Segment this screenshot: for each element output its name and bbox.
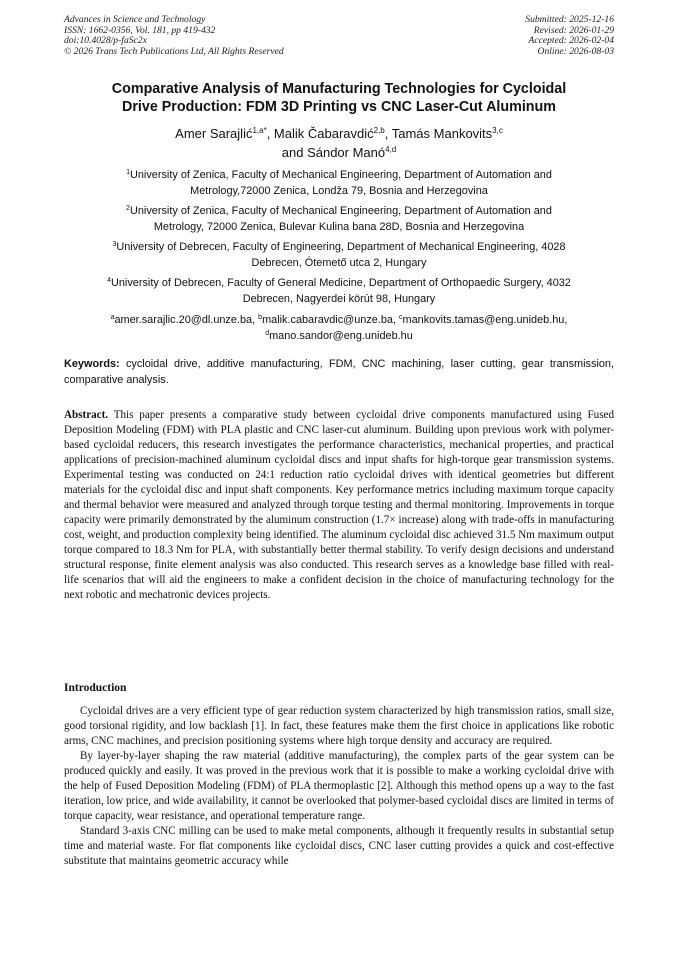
author-list: Amer Sarajlić$^{1,a*}$, Malik Čabaravdić$^{2,b}$, Tamás Mankovits$^{3,c}$ and Sándor Manó$^{4,d}$ [175, 126, 503, 160]
title-line-1: Comparative Analysis of Manufacturing Technologies for Cycloidal [111, 81, 567, 97]
dates-header [525, 15, 614, 57]
keywords-section [64, 357, 614, 388]
date-accepted: Accepted: 2026-02-04 [528, 35, 614, 47]
affiliation-2 [64, 204, 614, 235]
abstract-label: Abstract. [64, 409, 109, 421]
affiliation-line: Metrology, 72000 Zenica, Bulevar Kulina bana 28D, Bosnia and Herzegovina [153, 220, 525, 233]
affiliation-line: University of Zenica, Faculty of Mechanical Engineering, Department of Automation and [129, 169, 552, 181]
affiliation-number: 3 [112, 241, 117, 248]
email-link-b[interactable]: malik.cabaravdic@unze.ba [262, 314, 393, 326]
email-link-c[interactable]: mankovits.tamas@eng.unideb.hu [402, 314, 565, 326]
affiliation-number: 4 [107, 277, 112, 284]
author-name: Tamás Mankovits [391, 126, 493, 141]
journal-doi[interactable]: doi:10.4028/p-faSc2x [64, 35, 147, 47]
journal-header [64, 15, 284, 57]
date-online: Online: 2026-08-03 [537, 45, 614, 57]
author-superscript: 1,a* [252, 126, 267, 135]
author-conjunction: and [281, 145, 304, 160]
affiliation-line: Debrecen, Nagyerdei körút 98, Hungary [242, 292, 436, 305]
affiliation-line: University of Zenica, Faculty of Mechanical Engineering, Department of Automation and [129, 205, 552, 217]
affiliation-line: University of Debrecen, Faculty of Engineering, Department of Mechanical Engineering, 4028 [116, 241, 566, 253]
title-line-2: Drive Production: FDM 3D Printing vs CNC Laser-Cut Aluminum [122, 98, 556, 115]
paper-title [64, 81, 614, 116]
paragraph: Standard 3-axis CNC milling can be used to make metal components, although it frequently results in substantial setup time and material waste. For flat components like cycloidal discs, CNC laser cutting provides a quick and cost-effective substitute that maintains geometric accuracy while [64, 825, 614, 867]
paragraph: By layer-by-layer shaping the raw material (additive manufacturing), the complex parts of the gear system can be produced quickly and easily. It was proved in the previous work that it is possible to make a working cycloidal drive with the help of Fused Deposition Modeling (FDM) of PLA thermoplastic [2]. Although this method opens up a way to the fast iteration, low price, and wide availability, it cannot be overlooked that polymer-based cycloidal discs are limited in terms of torque capacity, wear resistance, and operational temperature range. [64, 750, 614, 822]
date-submitted: Submitted: 2025-12-16 [525, 14, 614, 25]
email-marker: d [265, 329, 270, 337]
introduction-heading: Introduction [64, 682, 127, 694]
affiliation-1 [64, 168, 614, 199]
author-superscript: 2,b [373, 126, 385, 135]
email-link-d[interactable]: mano.sandor@eng.unideb.hu [269, 329, 413, 342]
date-revised: Revised: 2026-01-29 [533, 24, 614, 36]
email-link-a[interactable]: amer.sarajlic.20@dl.unze.ba [114, 314, 253, 326]
affiliation-number: 1 [126, 169, 130, 176]
affiliation-4 [64, 276, 614, 307]
author-name: Malik Čabaravdić [273, 126, 374, 141]
journal-name: Advances in Science and Technology [64, 14, 206, 25]
affiliation-number: 2 [126, 205, 130, 212]
email-marker: a [110, 314, 115, 321]
affiliation-line: Debrecen, Ótemető utca 2, Hungary [251, 256, 427, 269]
journal-issn: ISSN: 1662-0356, Vol. 181, pp 419-432 [64, 24, 216, 36]
email-marker: c [399, 314, 403, 321]
abstract-section [64, 408, 614, 603]
email-marker: b [258, 314, 263, 321]
author-emails: $^a$amer.sarajlic.20@dl.unze.ba, $^b$malik.cabaravdic@unze.ba, $^c$mankovits.tamas@eng.unideb.hu, $^d$mano.sandor@eng.unideb.hu [110, 314, 568, 342]
author-name: Sándor Manó [307, 145, 386, 160]
affiliation-3 [64, 240, 614, 271]
affiliation-line: University of Debrecen, Faculty of General Medicine, Department of Orthopaedic Surgery, 4032 [111, 277, 571, 289]
journal-copyright: © 2026 Trans Tech Publications Ltd, All Rights Reserved [64, 45, 284, 57]
keywords-text: cycloidal drive, additive manufacturing, FDM, CNC machining, laser cutting, gear transmission, comparative analysis. [64, 358, 615, 386]
affiliation-line: Metrology,72000 Zenica, Londža 79, Bosnia and Herzegovina [190, 184, 488, 197]
abstract-text: This paper presents a comparative study between cycloidal drive components manufactured using Fused Deposition Modeling (FDM) with PLA plastic and CNC laser-cut aluminum. Building upon previous work with polymer-based cycloidal reducers, this research investigates the performance characteristics, mechanical properties, and practical applications of precision-machined aluminum cycloidal discs and input shafts for high-torque gear transmission systems. Experimental testing was conducted on 24:1 reduction ratio cycloidal drives with identical geometries but different materials for the cycloidal disc and input shaft components. Key performance metrics including maximum torque capacity and thermal behavior were measured and analyzed through torque testing and thermal monitoring. Improvements in torque capacity were primarily demonstrated by the aluminum construction (1.7× increase) along with trade-offs in manufacturing cost, weight, and production complexity being identified. The aluminum cycloidal disc achieved 31.5 Nm maximum output torque compared to 18.3 Nm for PLA, with substantially better thermal stability. To verify design decisions and understand structural response, finite element analysis was also conducted. This research serves as a knowledge base filled with real-life scenarios that will aid the engineers to make a confident decision in the choice of manufacturing technology for the next robotic and mechatronic devices projects. [64, 409, 614, 601]
keywords-label: Keywords: [64, 358, 120, 370]
author-superscript: 4,d [385, 145, 397, 154]
author-name: Amer Sarajlić [175, 126, 253, 141]
author-superscript: 3,c [492, 126, 503, 135]
paragraph: Cycloidal drives are a very efficient type of gear reduction system characterized by high transmission ratios, small size, good torsional rigidity, and low backlash [1]. In fact, these features make them the first choice in applications like robotic arms, CNC machines, and precision positioning systems where high torque density and accuracy are required. [64, 705, 614, 747]
introduction-body [64, 704, 614, 869]
